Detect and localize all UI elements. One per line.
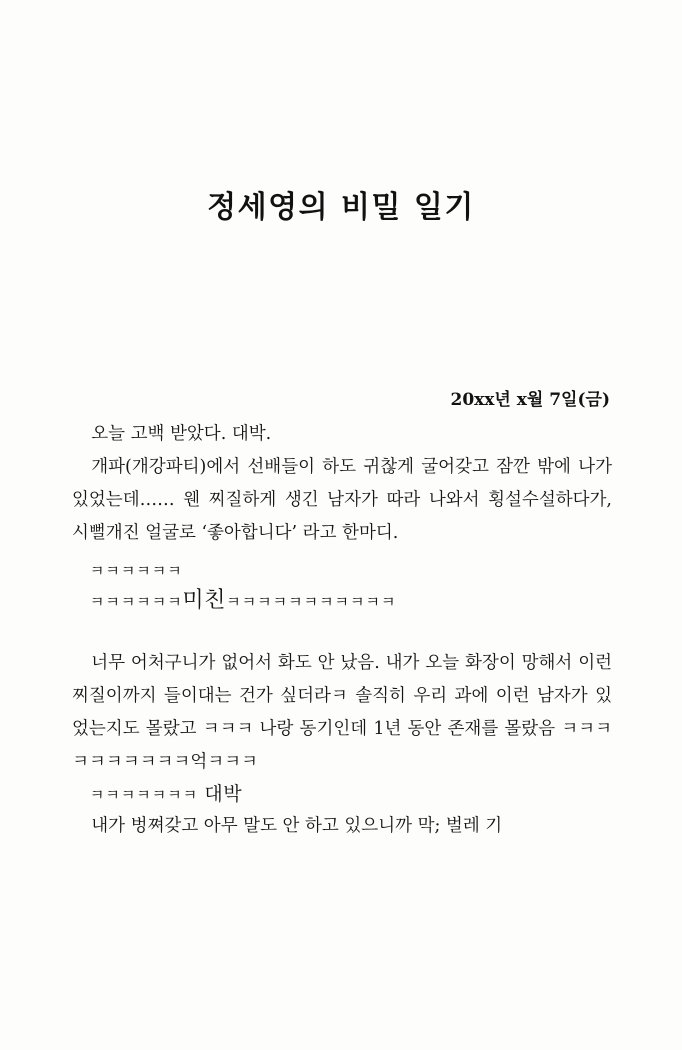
- laugh-emphasis-word: 대박: [197, 783, 243, 805]
- paragraph-2: 개파(개강파티)에서 선배들이 하도 귀찮게 굴어갖고 잠깐 밖에 나가있었는데…… 웬 찌질하게 생긴 남자가 따라 나와서 횡설수설하다가, 시뻘개진 얼굴로 ‘좋아합니다’ 라고 한마디.: [72, 457, 612, 543]
- paragraph-3: 너무 어처구니가 없어서 화도 안 났음. 내가 오늘 화장이 망해서 이런 찌질이까지 들이대는 건가 싶더라ㅋ 솔직히 우리 과에 이런 남자가 있었는지도 몰랐고 ㅋㅋㅋ 나랑 동기인데 1년 동안 존재를 몰랐음 ㅋㅋㅋㅋㅋㅋㅋㅋㅋㅋ억ㅋㅋㅋ: [72, 653, 612, 772]
- laugh-line-3: [72, 779, 612, 810]
- laugh-emphasis-word: 미친: [182, 588, 226, 613]
- diary-body: [72, 418, 612, 843]
- laugh-text-right: ㅋㅋㅋㅋㅋㅋㅋㅋㅋㅋㅋ: [225, 593, 397, 611]
- laugh-text: ㅋㅋㅋㅋㅋㅋ: [89, 562, 183, 580]
- laugh-line-2: [72, 586, 612, 617]
- page-title: 정세영의 비밀 일기: [207, 190, 475, 225]
- spacer: [72, 617, 612, 647]
- paragraph-1: 오늘 고백 받았다. 대박.: [91, 424, 272, 444]
- paragraph-4: 내가 벙쪄갖고 아무 말도 안 하고 있으니까 막; 벌레 기: [91, 816, 503, 836]
- diary-date: 20xx년 x월 7일(금): [450, 390, 610, 410]
- laugh-text: ㅋㅋㅋㅋㅋㅋㅋ: [89, 786, 198, 804]
- laugh-line-1: [72, 556, 612, 586]
- laugh-text-left: ㅋㅋㅋㅋㅋㅋ: [89, 593, 183, 611]
